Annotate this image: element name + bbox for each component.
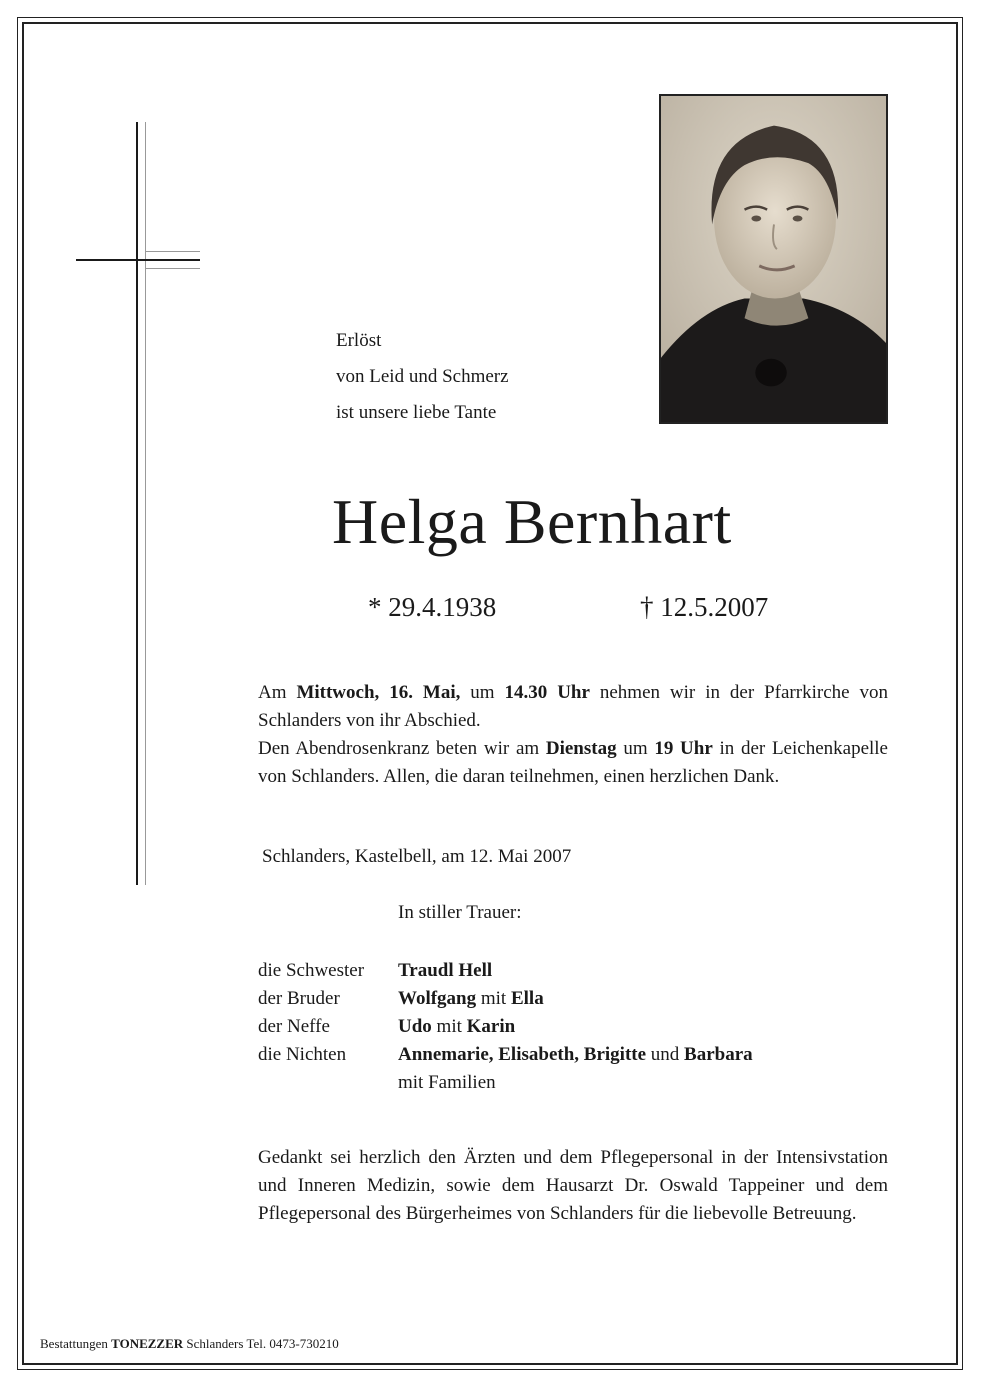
mourner-names: mit Familien <box>398 1072 496 1093</box>
intro-text <box>336 323 509 431</box>
portrait-photo <box>659 94 888 424</box>
portrait-image <box>661 96 886 422</box>
mourner-row <box>258 1069 753 1097</box>
mourner-names: Udo mit Karin <box>398 1016 516 1037</box>
funeral-home-footer: Bestattungen TONEZZER Schlanders Tel. 0473-730210 <box>40 1336 339 1351</box>
mourner-row <box>258 985 753 1013</box>
death-date: † 12.5.2007 <box>640 592 769 622</box>
mourner-relation: die Nichten <box>258 1044 347 1065</box>
intro-line: von Leid und Schmerz <box>336 366 509 387</box>
mourner-relation: die Schwester <box>258 960 365 981</box>
place-and-date: Schlanders, Kastelbell, am 12. Mai 2007 <box>262 846 572 867</box>
mourner-row <box>258 957 753 985</box>
mourner-relation: der Neffe <box>258 1016 330 1037</box>
birth-date: * 29.4.1938 <box>368 592 497 622</box>
intro-line: ist unsere liebe Tante <box>336 402 497 423</box>
funeral-paragraph: Am Mittwoch, 16. Mai, um 14.30 Uhr nehmen wir in der Pfarrkirche von Schlanders von ihr Abschied. <box>258 682 888 731</box>
thanks-paragraph: Gedankt sei herzlich den Ärzten und dem Pflegepersonal in der Intensivstation und Inneren Medizin, sowie dem Hausarzt Dr. Oswald Tappeiner und dem Pflegepersonal des Bürgerheimes von Schlanders für die liebevolle Betreuung. <box>258 1147 888 1224</box>
rosary-paragraph: Den Abendrosenkranz beten wir am Dienstag um 19 Uhr in der Leichenkapelle von Schlanders. Allen, die daran teilnehmen, einen herzlichen Dank. <box>258 738 888 787</box>
mourner-row <box>258 1041 753 1069</box>
mourner-names: Wolfgang mit Ella <box>398 988 544 1009</box>
mourner-relation <box>258 1069 398 1097</box>
intro-line: Erlöst <box>336 330 382 351</box>
mourner-names: Traudl Hell <box>398 960 493 981</box>
mourners-list <box>258 957 753 1097</box>
mourner-relation: der Bruder <box>258 988 340 1009</box>
service-announcement <box>258 679 888 791</box>
deceased-name: Helga Bernhart <box>332 486 732 557</box>
mourning-header: In stiller Trauer: <box>398 902 522 923</box>
mourner-row <box>258 1013 753 1041</box>
mourner-names: Annemarie, Elisabeth, Brigitte und Barbara <box>398 1044 753 1065</box>
